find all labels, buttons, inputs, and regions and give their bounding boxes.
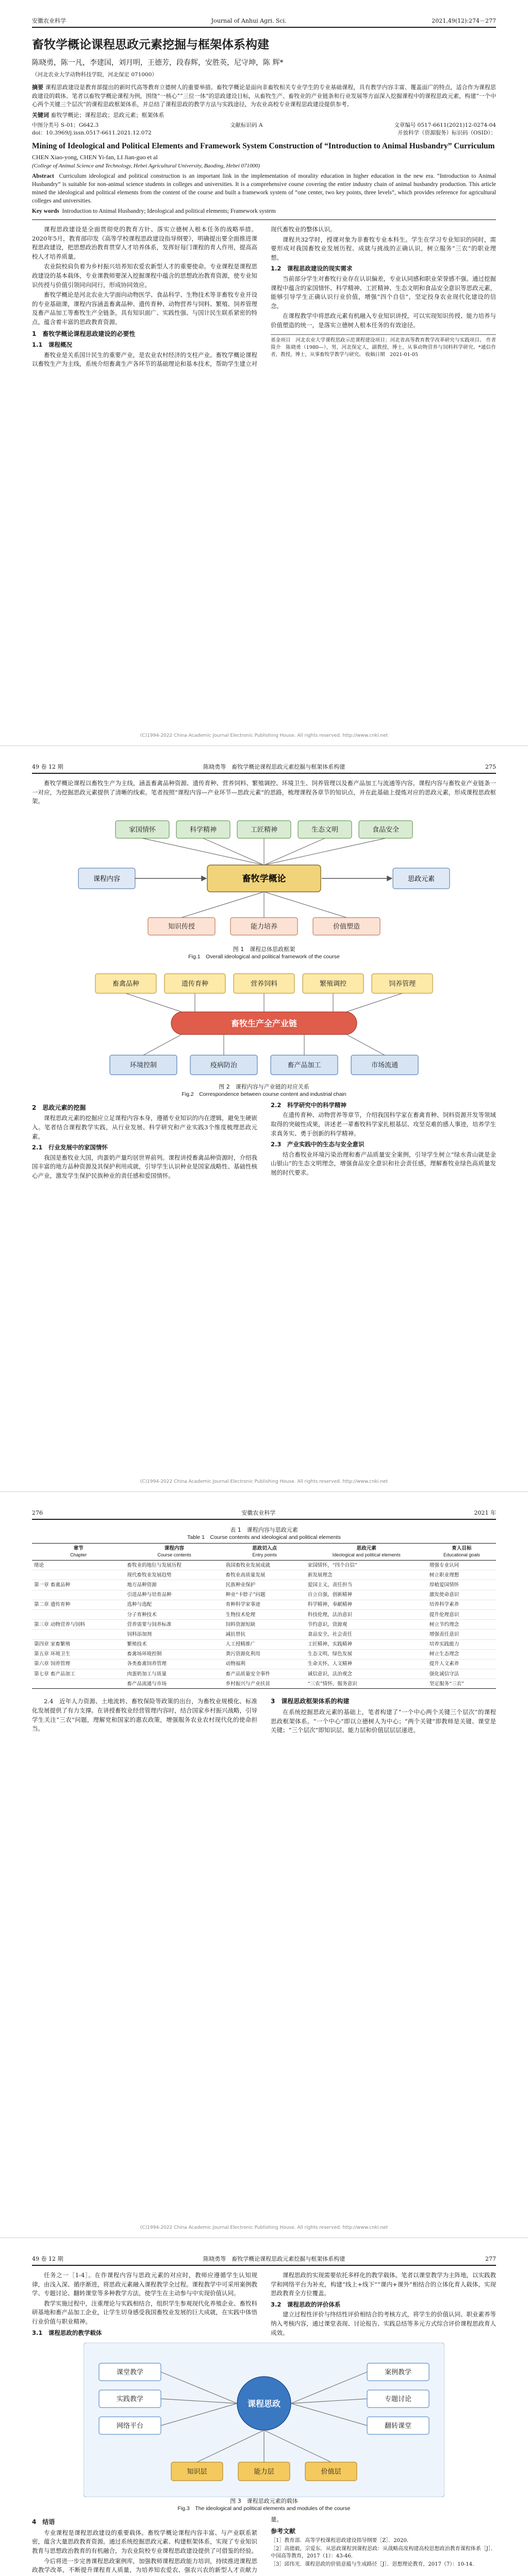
fig1-top-item-label: 家国情怀 <box>128 826 156 834</box>
table-cell: 提升伦理意识 <box>427 1609 496 1619</box>
table-cell: 选种与选配 <box>125 1600 223 1609</box>
section-heading: 2 思政元素的挖掘 <box>32 1104 86 1111</box>
footnote: 基金项目 河北农业大学课程思政示范课程建设项目；河北省高等教育教学改革研究与实践项目。 作者简介 陈晓勇（1980—），男，河北保定人，副教授，博士，从事动物营养与饲料科学研究。*通信作者，教授，博士，从事畜牧学教学与研究。 收稿日期 2021-01-05 <box>271 334 496 359</box>
fig1-top-item-label: 生态文明 <box>311 826 339 834</box>
fig3-left-item-label: 网络平台 <box>116 2422 144 2430</box>
fig1-top-item-label: 科学精神 <box>189 826 217 834</box>
header-year: 2021 年 <box>474 1510 496 1516</box>
affiliation: （河北农业大学动物科技学院，河北保定 071000） <box>32 72 157 78</box>
header-en: Educational goals <box>443 1552 480 1557</box>
table-cell: 第七章 畜产品加工 <box>32 1669 125 1679</box>
fig1-bottom-row <box>148 892 380 935</box>
header-title: 陈晓勇等 畜牧学概论课程思政元素挖掘与框架体系构建 <box>203 764 345 770</box>
table-cell <box>32 1609 125 1619</box>
table-cell: 激发使命意识 <box>427 1590 496 1600</box>
para: 任务之一［1-4］。在作课程内容与思政元素的对应时，教师应遵循学生认知规律，由浅入深、循序渐进，将思政元素融入课程教学全过程。课程教学中可采用案例教学、专题讨论、翻转课堂等多种教学方法，使学生在主动参与中实现价值认同。 <box>32 2272 257 2297</box>
table1-title: 表 1 课程内容与思政元素 <box>230 1527 298 1533</box>
journal-name-en: Journal of Anhui Agri. Sci. <box>211 18 287 24</box>
fig3-right-item-label: 专题讨论 <box>384 2395 412 2403</box>
table-cell <box>32 1570 125 1580</box>
copyright-footer: (C)1994-2022 China Academic Journal Electronic Publishing House. All rights reserved. http://www.cnki.net <box>140 1479 388 1484</box>
table-cell <box>32 1679 125 1689</box>
fig1-caption: 图 1 课程总体思政框架 <box>233 945 295 953</box>
subsection-heading: 1.2 课程思政建设的现实需求 <box>271 265 353 273</box>
fig1-left-label: 课程内容 <box>93 875 121 883</box>
subsection-heading: 2.2 科学研究中的科学精神 <box>271 1101 346 1109</box>
table-row <box>32 1570 496 1580</box>
table-cell: 节约意识，资源观 <box>306 1620 427 1630</box>
figure-3 <box>32 2343 496 2512</box>
abstract-text: 课程思政建设是教育部提出的新时代高等教育立德树人的重要举措。畜牧学概论是面向非畜牧相关专业学生的专业基础课程，具有教学内容丰富、覆盖面广的特点，适合作为课程思政建设的载体。笔者以畜牧学概论课程为例，围绕“一核心”“三位一体”的思政建设目标，从畜牧生产、畜牧业的产业链条和行业发展等方面深入挖掘课程中的课程思政元素，构建“一个中心两个关键三个层次”的课程思政框架体系，并总结了课程思政的教学方法与实践途径，为农业高校专业课程思政建设提供参考。 <box>32 84 497 108</box>
body-p2 <box>32 1101 496 1181</box>
table-cell: 饲料添加剂 <box>125 1630 223 1639</box>
fig1-diagram <box>68 811 460 945</box>
table-row <box>32 1580 496 1590</box>
table-header-cell <box>125 1544 223 1561</box>
para: 专业课程是课程思政建设的重要载体。畜牧学概论课程内容丰富、与产业联系紧密，蕴含大量思政教育资源。通过系统挖掘思政元素、构建框架体系，实现了专业知识教育与思想政治教育的有机融合，为农业院校专业课程思政建设提供了可借鉴的经验。 <box>32 2529 257 2554</box>
abstract-label: 摘要 <box>32 84 44 91</box>
table-cell: 树立生态理念 <box>427 1649 496 1659</box>
table-cell: “三农”情怀，服务意识 <box>306 1679 427 1689</box>
header-en: Entry points <box>252 1552 277 1557</box>
table-cell: 第一章 畜禽品种 <box>32 1580 125 1590</box>
table-cell: 绪论 <box>32 1561 125 1570</box>
fig2-top-item-label: 饲养管理 <box>388 980 416 988</box>
table-cell: 地方品种资源 <box>125 1580 223 1590</box>
table-cell: 第五章 环境卫生 <box>32 1649 125 1659</box>
table-cell: 育种科学家事迹 <box>224 1600 306 1609</box>
table-row <box>32 1609 496 1619</box>
header-volume: 49 卷 12 期 <box>32 2256 63 2262</box>
section-heading: 1 畜牧学概论课程思政建设的必要性 <box>32 330 136 337</box>
table-1 <box>32 1526 496 1689</box>
table-cell: 第二章 遗传育种 <box>32 1600 125 1609</box>
doc-code: 文献标识码 A <box>230 122 263 128</box>
table-cell: 营养需要与饲养标准 <box>125 1620 223 1630</box>
table-cell: 畜产品流通与市场 <box>125 1679 223 1689</box>
running-header <box>32 18 496 28</box>
fig2-top-item-label: 畜禽品种 <box>112 980 140 988</box>
fig1-connector <box>264 838 325 865</box>
fig3-bottom-item-label: 价值层 <box>321 2468 341 2476</box>
fig2-top-item-label: 营养饲料 <box>250 980 278 988</box>
body-p2-top <box>32 779 496 807</box>
table-cell: 我国畜牧业发展成就 <box>224 1561 306 1570</box>
fig2-top-item-label: 繁殖调控 <box>319 980 347 988</box>
para: 农业院校肩负着为乡村振兴培养知农爱农新型人才的重要使命。专业课程是课程思政建设的基本载体，专业课教师要深入挖掘课程中蕴含的思想政治教育资源，使专业知识传授与价值引领同向同行，形成协同效应。 <box>32 263 257 289</box>
table-cell: 科学精神，奉献精神 <box>306 1600 427 1609</box>
table-cell: 民族种业保护 <box>224 1580 306 1590</box>
table-cell: 树立节约理念 <box>427 1620 496 1630</box>
fig1-right-label: 思政元素 <box>407 875 435 883</box>
header-volume: 49 卷 12 期 <box>32 764 63 770</box>
table-cell: 繁殖技术 <box>125 1639 223 1649</box>
fig1-caption-en: Fig.1 Overall ideological and political framework of the course <box>188 953 340 960</box>
meta-row <box>32 122 496 129</box>
header-cn: 思政元素 <box>356 1546 376 1551</box>
table-cell: 增强责任意识 <box>427 1630 496 1639</box>
article-title: 畜牧学概论课程思政元素挖掘与框架体系构建 <box>32 38 269 52</box>
table-cell: 畜牧业高质量发展 <box>224 1570 306 1580</box>
subsection-heading: 3.2 课程思政的评价体系 <box>271 2300 341 2308</box>
fig3-caption: 图 3 课程思政元素的载体 <box>230 2498 298 2505</box>
header-cn: 育人目标 <box>452 1546 472 1551</box>
subsection-heading: 3.1 课程思政的教学载体 <box>32 2329 102 2336</box>
fig2-bottom-row <box>110 1035 418 1075</box>
table-cell: 生态文明，绿色发展 <box>306 1649 427 1659</box>
table-header-row <box>32 1544 496 1561</box>
keywords-cn <box>32 111 496 120</box>
fig2-diagram <box>68 964 460 1083</box>
fig2-bottom-item-label: 环境控制 <box>129 1061 157 1070</box>
table-cell: 增强专业认同 <box>427 1561 496 1570</box>
table-cell: 畜禽场环境控制 <box>125 1649 223 1659</box>
table-cell: 诚信意识，法治观念 <box>306 1669 427 1679</box>
table-cell: 科技伦理，法治意识 <box>306 1609 427 1619</box>
header-en: Ideological and political elements <box>332 1552 401 1557</box>
header-cn: 章节 <box>73 1546 84 1551</box>
english-authors: CHEN Xiao-yong, CHEN Yi-fan, LI Jian-guo et al <box>32 154 158 161</box>
table-cell: 爱国主义，责任担当 <box>306 1580 427 1590</box>
para: 课程思政建设是全面贯彻党的教育方针、落实立德树人根本任务的战略举措。2020年5月，教育部印发《高等学校课程思政建设指导纲要》，明确提出要全面推进课程思政建设，把思想政治教育贯穿人才培养体系，发挥好每门课程的育人作用，提高高校人才培养质量。 <box>32 226 257 260</box>
fig1-top-row <box>116 821 412 865</box>
header-cn: 课程内容 <box>164 1546 185 1551</box>
para: 在系统挖掘思政元素的基础上，笔者构建了“一个中心两个关键三个层次”的课程思政框架体系。“一个中心”即以立德树人为中心；“两个关键”即教师是关键、课堂是关键；“三个层次”即知识层、能力层和价值层层层递进。 <box>271 1708 496 1734</box>
para: 课程思政的实现需要依托多样化的教学载体。笔者以课堂教学为主阵地，以实践教学和网络平台为补充，构建“线上+线下”“课内+课外”相结合的立体化育人载体，实现思政教育全方位覆盖。 <box>271 2272 496 2297</box>
table-cell: 第六章 饲养管理 <box>32 1659 125 1669</box>
page-1 <box>0 0 528 746</box>
english-title: Mining of Ideological and Political Elements and Framework System Construction of “Introduction to Animal Husbandry” Curriculum <box>32 142 495 150</box>
fig2-bottom-item-label: 畜产品加工 <box>287 1061 321 1070</box>
table-cell: 减抗替抗 <box>224 1630 306 1639</box>
keywords-label: 关键词 <box>32 111 49 118</box>
table-cell: 畜产品质量安全事件 <box>224 1669 306 1679</box>
doi: doi：10.3969/j.issn.0517-6611.2021.12.072 <box>32 130 152 136</box>
fig3-right-item-label: 翻转课堂 <box>384 2422 412 2430</box>
clc: 中图分类号 S-01；G642.3 <box>32 122 99 128</box>
table-cell: 新发展理念 <box>306 1570 427 1580</box>
para: 课程共32学时，授课对象为非畜牧专业本科生。学生在学习专业知识的同时，需要形成对我国畜牧业发展历程、成就与挑战的正确认识，树立服务“三农”的职业理想。 <box>271 235 496 261</box>
table-row <box>32 1649 496 1659</box>
para: 课程思政元素的挖掘应立足课程内容本身，遵循专业知识的内在逻辑，避免生硬嵌入。笔者结合课程教学实践，从行业发展、科学研究和产业实践3个维度梳理思政元素。 <box>32 1114 257 1140</box>
fig2-bottom-item-label: 市场流通 <box>371 1061 399 1070</box>
page-number: 275 <box>485 764 496 770</box>
running-header <box>32 2256 496 2266</box>
table-body <box>32 1561 496 1689</box>
fig1-top-item-label: 工匠精神 <box>250 826 278 834</box>
table-header-cell <box>224 1544 306 1561</box>
journal-issue: 2021,49(12):274－277 <box>432 18 496 24</box>
table-cell: 现代畜牧业发展趋势 <box>125 1570 223 1580</box>
fig1-bottom-item-label: 能力培养 <box>250 923 278 931</box>
keywords-en-text: Introduction to Animal Husbandry; Ideological and political elements; Framework system <box>62 208 276 214</box>
fig2-caption-en: Fig.2 Correspondence between course content and industrial chain <box>182 1091 346 1097</box>
table-cell: 种业“卡脖子”问题 <box>224 1590 306 1600</box>
page-number: 277 <box>485 2256 496 2262</box>
fig2-connector <box>346 1035 385 1055</box>
table-cell: 乡村振兴与产业扶贫 <box>224 1679 306 1689</box>
table-row <box>32 1561 496 1570</box>
table-cell: 家国情怀，“四个自信” <box>306 1561 427 1570</box>
oa-note: 开放科学（资源服务）标识码（OSID）： <box>397 130 496 136</box>
table-cell: 第三章 动物营养与饲料 <box>32 1620 125 1630</box>
abstract-cn <box>32 83 496 109</box>
table-row <box>32 1659 496 1669</box>
table-row <box>32 1620 496 1630</box>
table-cell: 分子育种技术 <box>125 1609 223 1619</box>
para: 教学实施过程中，注重理论与实践相结合，组织学生参观现代化养殖企业、畜牧科研基地和畜产品加工企业，让学生切身感受我国畜牧业发展的巨大成就，在实践中体悟行业价值与职业精神。 <box>32 2299 257 2325</box>
table-cell <box>32 1630 125 1639</box>
fig1-connector <box>264 838 386 865</box>
table-cell: 第四章 家畜繁殖 <box>32 1639 125 1649</box>
journal-name: 安徽农业科学 <box>241 1510 276 1516</box>
para: 畜牧业是关系国计民生的重要产业，是农业农村经济的支柱产业。畜牧学概论课程以畜牧生产为主线，系统介绍畜禽生产各环节的基础理论和基本技术，帮助学生建立对现代畜牧业的整体认识。 <box>32 226 336 368</box>
fig1-bottom-item-label: 价值塑造 <box>333 923 360 931</box>
body-p3 <box>32 1697 496 1736</box>
table-cell: 树立职业理想 <box>427 1570 496 1580</box>
table-cell: 食品安全，社会责任 <box>306 1630 427 1639</box>
fig2-connector <box>126 993 182 1012</box>
table-cell: 工匠精神，实践精神 <box>306 1639 427 1649</box>
content-table <box>32 1543 496 1689</box>
fig1-center-label: 畜牧学概论 <box>242 873 286 884</box>
subsection-heading: 1.1 课程概况 <box>32 341 72 349</box>
table-cell: 坚定服务“三农” <box>427 1679 496 1689</box>
fig1-top-item-label: 食品安全 <box>372 826 400 834</box>
table-row <box>32 1590 496 1600</box>
table-cell: 引进品种与培育品种 <box>125 1590 223 1600</box>
fig2-connector <box>346 993 402 1012</box>
para: 畜牧学概论是河北农业大学面向动物医学、食品科学、生物技术等非畜牧专业开设的专业基础课，课程内容涵盖畜禽品种、遗传育种、动物营养与饲料、繁殖、饲养管理及畜产品加工等畜牧生产全链条，具有知识面广、实践性强、与国计民生联系紧密的特点，蕴含着丰富的思政教育资源。 <box>32 291 257 326</box>
keywords-en-label: Key words <box>32 208 59 214</box>
figure-2 <box>32 964 496 1098</box>
figure-1 <box>32 811 496 960</box>
table-cell <box>32 1590 125 1600</box>
fig1-connector <box>203 838 264 865</box>
body-p4-top <box>32 2271 496 2338</box>
fig3-center-label: 课程思政 <box>247 2399 281 2409</box>
table-row <box>32 1679 496 1689</box>
fig3-bottom-item-label: 知识层 <box>187 2468 207 2476</box>
fig2-top-row <box>95 974 433 1012</box>
page-3 <box>0 1492 528 2238</box>
article-no: 文章编号 0517-6611(2021)12-0274-04 <box>394 122 496 128</box>
table-cell: 生物技术伦理 <box>224 1609 306 1619</box>
fig1-bottom-item-label: 知识传授 <box>168 923 195 931</box>
running-header <box>32 1510 496 1520</box>
authors: 陈晓勇，陈一凡，李建国，刘月明，王德芳，段春辉，安胜英，尼守坤，陈 辉* <box>32 59 284 67</box>
table-row <box>32 1669 496 1679</box>
fig2-bottom-item-label: 疫病防治 <box>210 1061 238 1070</box>
table-cell: 厚植爱国情怀 <box>427 1580 496 1590</box>
journal-name: 安徽农业科学 <box>32 18 66 24</box>
english-affiliation: (College of Animal Science and Technology, Hebei Agricultural University, Baoding, Hebei 071000) <box>32 163 260 169</box>
subsection-heading: 2.1 行业发展中的家国情怀 <box>32 1144 108 1151</box>
table-row <box>32 1639 496 1649</box>
fig3-diagram <box>84 2343 444 2497</box>
fig1-connector <box>264 892 346 918</box>
header-en: Chapter <box>70 1552 87 1557</box>
page-2 <box>0 746 528 1492</box>
table-header-cell <box>32 1544 125 1561</box>
divider <box>32 219 496 220</box>
reference-item: ［3］邱伟光．课程思政的价值意蕴与生成路径［J］．思想理论教育，2017（7）：10-14． <box>271 2562 478 2568</box>
keywords-en <box>32 207 496 215</box>
table-header-cell <box>306 1544 427 1561</box>
abstract-en-text: Curriculum ideological and political construction is an important link in the implementation of morality education in higher education in the new era. “Introduction to Animal Husbandry” is suitable for non-animal science students in colleges and universities. It is a comprehensive course covering the entire industry chain of animal husbandry production. This article mined the ideological and political elements from the content of the course and built a framework system of “one center, two key points, three levels”, which provides reference for agricultural colleges and universities. <box>32 173 497 204</box>
fig3-left-item-label: 课堂教学 <box>116 2368 144 2377</box>
abstract-en-label: Abstract <box>32 173 54 179</box>
table-cell: 提升人文素养 <box>427 1659 496 1669</box>
fig2-connector <box>143 1035 182 1055</box>
table-cell: 畜牧业的地位与发展历程 <box>125 1561 223 1570</box>
table-header-cell <box>427 1544 496 1561</box>
fig1-connector <box>142 838 264 865</box>
table-row <box>32 1600 496 1609</box>
fig3-right-item-label: 案例教学 <box>384 2368 412 2377</box>
reference-item: ［2］高德毅，宗爱东．从思政课程到课程思政：从战略高度构建高校思想政治教育课程体系［J］．中国高等教育，2017（1）：43-46． <box>271 2546 496 2560</box>
table-cell: 饲料资源短缺 <box>224 1620 306 1630</box>
body-p4-bottom <box>32 2515 496 2575</box>
table-cell: 培养科学素养 <box>427 1600 496 1609</box>
table-cell: 强化诚信守法 <box>427 1669 496 1679</box>
body-columns-p1 <box>32 225 496 369</box>
table1-title-en: Table 1 Course contents and ideological and political elements <box>187 1534 341 1540</box>
subsection-heading: 2.3 产业实践中的生态与安全意识 <box>271 1141 365 1148</box>
running-header <box>32 764 496 774</box>
table-cell: 自立自强，创新精神 <box>306 1590 427 1600</box>
para: 建立过程性评价与终结性评价相结合的考核方式，将学生的价值认同、职业素养等纳入考核内容，通过课堂表现、讨论报告、实践总结等多元方式综合评价课程思政育人成效。 <box>271 2311 496 2336</box>
table-cell: 人工授精推广 <box>224 1639 306 1649</box>
references-heading: 参考文献 <box>271 2527 296 2535</box>
page-number: 276 <box>32 1510 43 1516</box>
abstract-en <box>32 172 496 205</box>
fig2-caption: 图 2 课程内容与产业链的对应关系 <box>219 1083 309 1090</box>
page-4 <box>0 2238 528 2576</box>
fig2-middle-label: 畜牧生产全产业链 <box>230 1018 298 1028</box>
header-title: 陈晓勇等 畜牧学概论课程思政元素挖掘与框架体系构建 <box>203 2256 345 2262</box>
copyright-footer: (C)1994-2022 China Academic Journal Electronic Publishing House. All rights reserved. http://www.cnki.net <box>140 2225 388 2230</box>
para: 2.4 近年人力资源、土地流转、畜牧保险等政策的出台，为畜牧业规模化、标准化发展提供了有力支撑。在讲授畜牧业经营管理内容时，结合国家乡村振兴战略，引导学生关注“三农”问题，理解党和国家的惠农政策，增强服务农业农村现代化的使命担当。 <box>32 1698 257 1733</box>
table-cell: 粪污资源化利用 <box>224 1649 306 1659</box>
header-cn: 思政切入点 <box>252 1546 277 1551</box>
table-cell: 各类畜禽饲养管理 <box>125 1659 223 1669</box>
para: 结合畜牧业环境污染治理和畜产品质量安全案例，引导学生树立“绿水青山就是金山银山”的生态文明理念，增强食品安全意识和社会责任感，理解畜牧业绿色高质量发展的时代要求。 <box>271 1150 496 1176</box>
section-heading: 4 结语 <box>32 2518 55 2526</box>
para: 我国是畜牧业大国，肉蛋奶产量均居世界前列。课程讲授畜禽品种资源时，介绍我国丰富的地方品种资源及其保护利用成就，引导学生认识种业是国家战略性、基础性核心产业，激发学生保护民族种业的责任感和爱国情怀。 <box>32 1154 257 1179</box>
para: 畜牧学概论课程以畜牧生产为主线，涵盖畜禽品种资源、遗传育种、营养饲料、繁殖调控、环境卫生、饲养管理以及畜产品加工与流通等内容。课程内容与畜牧业产业链条一一对应，为挖掘思政元素提供了清晰的线索。笔者按照“课程内容—产业环节—思政元素”的思路，梳理课程各章节的知识点，并在此基础上提炼对应的思政元素，形成课程思政框架。 <box>32 779 496 805</box>
table-row <box>32 1630 496 1639</box>
fig1-connector <box>182 892 264 918</box>
reference-item: ［1］教育部．高等学校课程思政建设指导纲要［Z］．2020． <box>271 2538 412 2544</box>
para: 在遗传育种、动物营养等章节，介绍我国科学家在畜禽育种、饲料资源开发等领域取得的突破性成果，讲述老一辈畜牧科学家扎根基层、攻坚克难的感人事迹，培养学生求真务实、勇于创新的科学精神。 <box>271 1111 496 1137</box>
keywords-text: 畜牧学概论；课程思政；思政元素；框架体系 <box>51 111 164 118</box>
table-cell: 动物福利 <box>224 1659 306 1669</box>
para: 今后将进一步完善课程思政案例库，加强教师课程思政能力培训，持续推进课程思政教学改革，不断提升课程育人质量，为培养知农爱农、强农兴农的新型人才贡献力量。 <box>32 2516 283 2574</box>
para: 当前部分学生对畜牧行业存在认识偏差，专业认同感和职业荣誉感不强。通过挖掘课程中蕴含的家国情怀、科学精神、工匠精神、生态文明和食品安全意识等思政元素，能够引导学生正确认识行业价值，增强“四个自信”，坚定投身农业现代化建设的信念。 <box>271 275 496 310</box>
meta-row-2 <box>32 129 496 137</box>
fig3-bottom-item-label: 能力层 <box>254 2468 274 2476</box>
header-en: Course contents <box>157 1552 191 1557</box>
table-cell: 生命关怀，人文精神 <box>306 1659 427 1669</box>
copyright-footer: (C)1994-2022 China Academic Journal Electronic Publishing House. All rights reserved. http://www.cnki.net <box>140 733 388 738</box>
table-cell: 肉蛋奶加工与质量 <box>125 1669 223 1679</box>
fig3-caption-en: Fig.3 The ideological and political elements and modules of the course <box>177 2505 351 2512</box>
para: 在课程教学中将思政元素有机融入专业知识讲授，可以实现知识传授、能力培养与价值塑造的统一，是落实立德树人根本任务的有效途径。 <box>271 312 496 329</box>
fig3-left-item-label: 实践教学 <box>116 2395 144 2403</box>
section-heading: 3 课程思政框架体系的构建 <box>271 1698 350 1705</box>
fig2-top-item-label: 遗传育种 <box>181 980 209 988</box>
table-cell: 培养实践能力 <box>427 1639 496 1649</box>
